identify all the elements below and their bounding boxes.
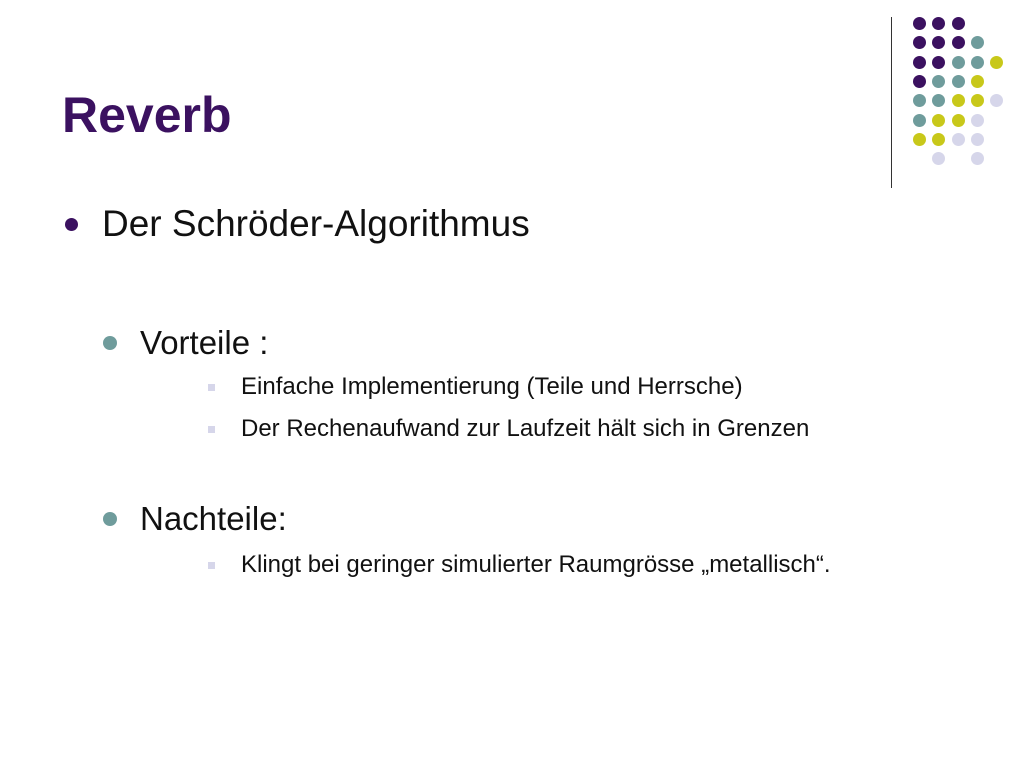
decorative-dot [952, 17, 965, 30]
decorative-dot [990, 56, 1003, 69]
decorative-dot [971, 75, 984, 88]
decorative-dot [990, 94, 1003, 107]
bullet-square-icon [208, 426, 215, 433]
decorative-dot [971, 133, 984, 146]
decorative-dot [932, 133, 945, 146]
bullet-vorteile [103, 324, 268, 362]
decorative-dot [913, 114, 926, 127]
bullet-dot-icon [103, 336, 117, 350]
bullet-text: Klingt bei geringer simulierter Raumgrösse „metallisch“. [241, 551, 831, 578]
decorative-dot [913, 17, 926, 30]
decorative-dot [971, 94, 984, 107]
bullet-square-icon [208, 562, 215, 569]
bullet-text: Einfache Implementierung (Teile und Herrsche) [241, 373, 743, 400]
decorative-dot [932, 114, 945, 127]
decorative-dot [913, 56, 926, 69]
decorative-dot [932, 56, 945, 69]
bullet-square-icon [208, 384, 215, 391]
decorative-dot [952, 75, 965, 88]
bullet-text: Nachteile: [140, 500, 287, 537]
decorative-dot [952, 56, 965, 69]
decorative-dot [971, 36, 984, 49]
bullet-einfache-implementierung [208, 373, 743, 401]
bullet-klingt-metallisch [208, 551, 831, 579]
decorative-dot [932, 17, 945, 30]
decorative-dot [913, 36, 926, 49]
decorative-dot [971, 114, 984, 127]
bullet-text: Der Rechenaufwand zur Laufzeit hält sich in Grenzen [241, 415, 810, 442]
bullet-rechenaufwand [208, 415, 809, 443]
decorative-dot [952, 94, 965, 107]
bullet-dot-icon [103, 512, 117, 526]
decorative-dot [932, 75, 945, 88]
slide-title: Reverb [62, 87, 232, 143]
decorative-dot [952, 133, 965, 146]
decorative-dot [952, 114, 965, 127]
vertical-divider [891, 17, 892, 188]
decorative-dot [913, 75, 926, 88]
bullet-nachteile [103, 500, 287, 538]
bullet-schroeder-algorithm [65, 203, 530, 245]
decorative-dot [913, 94, 926, 107]
decorative-dot [932, 94, 945, 107]
bullet-text: Der Schröder-Algorithmus [102, 203, 530, 244]
decorative-dot [952, 36, 965, 49]
decorative-dot [971, 56, 984, 69]
decorative-dot [932, 152, 945, 165]
decorative-dot [971, 152, 984, 165]
decorative-dot [913, 133, 926, 146]
decorative-dot [932, 36, 945, 49]
bullet-dot-icon [65, 218, 78, 231]
bullet-text: Vorteile : [140, 324, 269, 361]
